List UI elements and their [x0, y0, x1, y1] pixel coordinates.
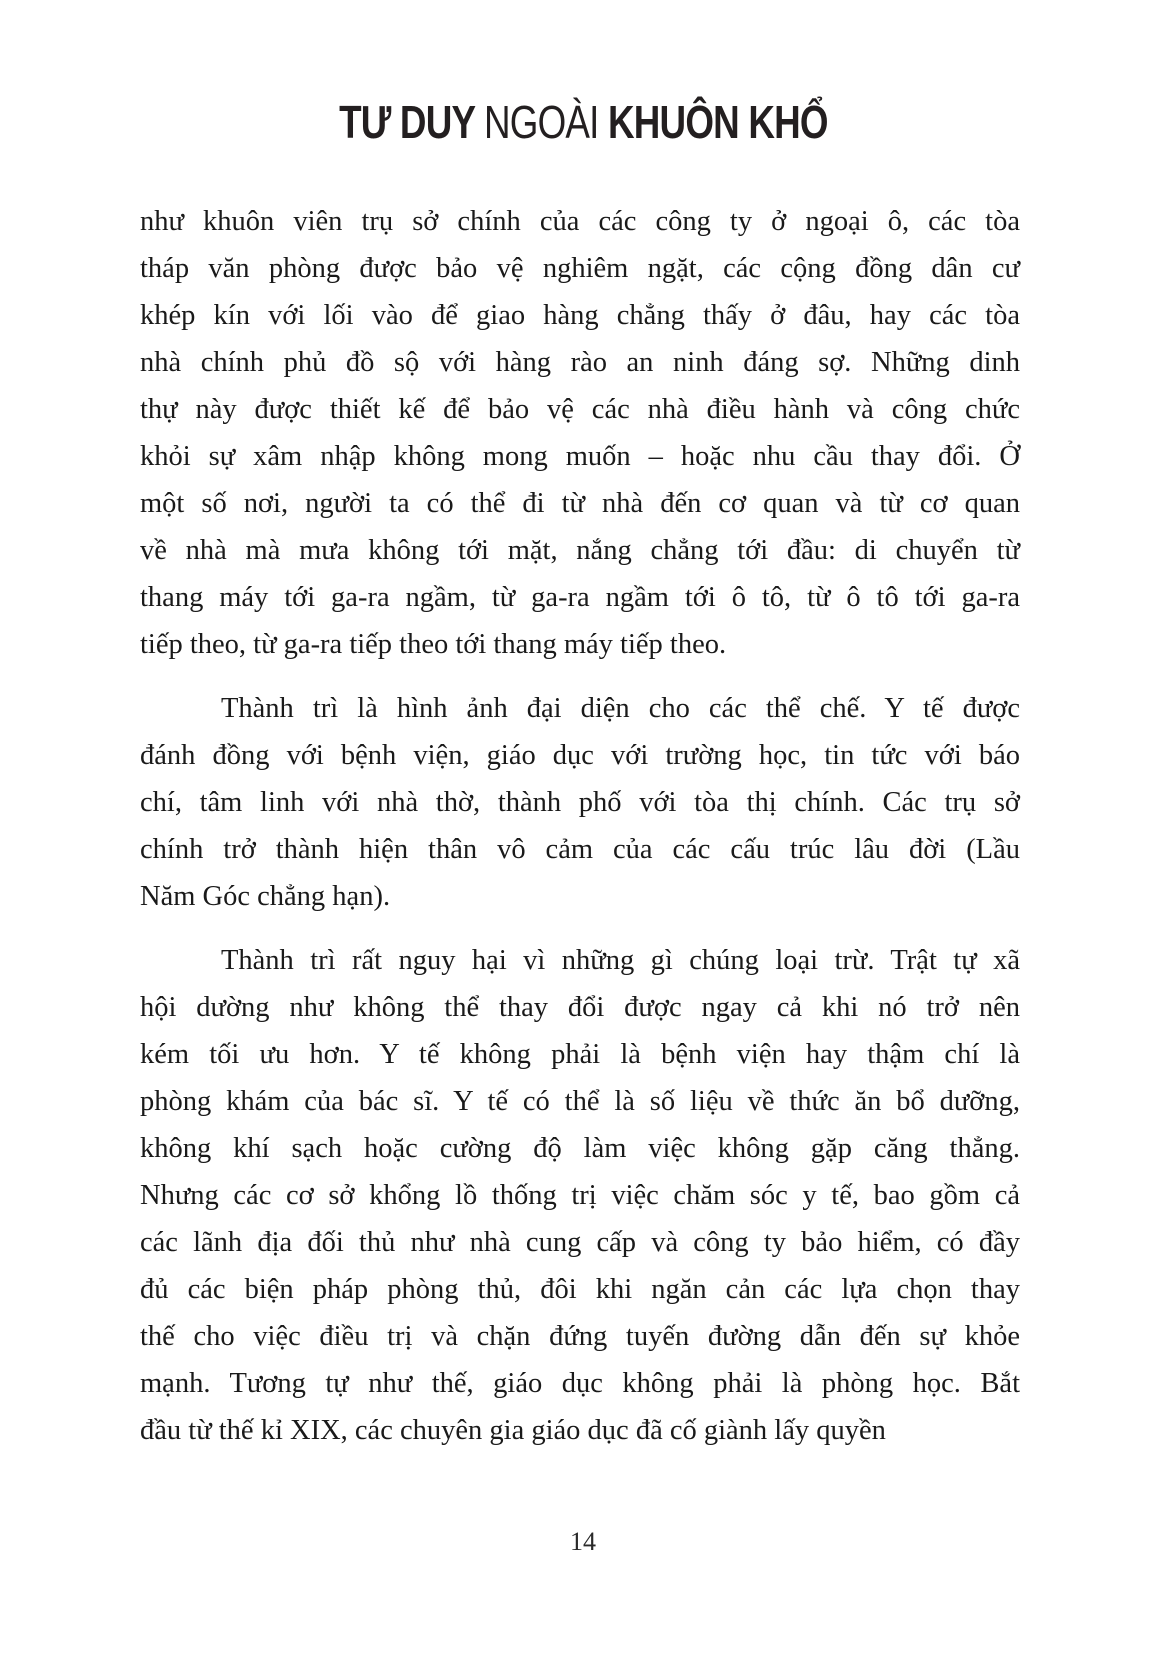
book-title-regular: NGOÀI [483, 96, 599, 148]
text-line: đủ các biện pháp phòng thủ, đôi khi ngăn cản các lựa chọn thay [140, 1274, 1020, 1305]
text-line: phòng khám của bác sĩ. Y tế có thể là số liệu về thức ăn bổ dưỡng, [140, 1086, 1020, 1117]
text-line: một số nơi, người ta có thể đi từ nhà đến cơ quan và từ cơ quan [140, 488, 1020, 519]
text-line: kém tối ưu hơn. Y tế không phải là bệnh viện hay thậm chí là [140, 1039, 1020, 1070]
text-line: Nhưng các cơ sở khổng lồ thống trị việc chăm sóc y tế, bao gồm cả [140, 1180, 1020, 1211]
text-line: thự này được thiết kế để bảo vệ các nhà điều hành và công chức [140, 394, 1020, 425]
text-line: Thành trì rất nguy hại vì những gì chúng loại trừ. Trật tự xã [221, 945, 1020, 976]
page-number: 14 [570, 1527, 596, 1556]
text-line: thế cho việc điều trị và chặn đứng tuyến đường dẫn đến sự khỏe [140, 1321, 1020, 1352]
text-line: Thành trì là hình ảnh đại diện cho các thể chế. Y tế được [221, 693, 1020, 724]
text-line: chí, tâm linh với nhà thờ, thành phố với tòa thị chính. Các trụ sở [140, 787, 1020, 818]
text-line: mạnh. Tương tự như thế, giáo dục không phải là phòng học. Bắt [140, 1368, 1020, 1399]
running-header [0, 0, 1166, 148]
text-line: tháp văn phòng được bảo vệ nghiêm ngặt, các cộng đồng dân cư [140, 253, 1020, 284]
text-line: tiếp theo, từ ga-ra tiếp theo tới thang máy tiếp theo. [140, 629, 727, 660]
paragraph [140, 937, 1020, 1454]
text-line: như khuôn viên trụ sở chính của các công ty ở ngoại ô, các tòa [140, 206, 1020, 237]
text-line: thang máy tới ga-ra ngầm, từ ga-ra ngầm tới ô tô, từ ô tô tới ga-ra [140, 582, 1020, 613]
text-line: chính trở thành hiện thân vô cảm của các cấu trúc lâu đời (Lầu [140, 834, 1020, 865]
text-line: khép kín với lối vào để giao hàng chẳng thấy ở đâu, hay các tòa [140, 300, 1020, 331]
text-line: Năm Góc chẳng hạn). [140, 881, 391, 912]
text-line: đánh đồng với bệnh viện, giáo dục với trường học, tin tức với báo [140, 740, 1020, 771]
book-title-bold-2: KHUÔN KHỔ [607, 96, 828, 148]
text-line: nhà chính phủ đồ sộ với hàng rào an ninh đáng sợ. Những dinh [140, 347, 1020, 378]
paragraph [140, 198, 1020, 668]
text-line: các lãnh địa đối thủ như nhà cung cấp và công ty bảo hiểm, có đầy [140, 1227, 1020, 1258]
text-line: khỏi sự xâm nhập không mong muốn – hoặc nhu cầu thay đổi. Ở [140, 441, 1020, 472]
book-title [339, 96, 828, 148]
book-title-bold-1: TƯ DUY [338, 96, 475, 148]
text-line: về nhà mà mưa không tới mặt, nắng chẳng tới đầu: di chuyển từ [140, 535, 1020, 566]
page-footer [0, 1527, 1166, 1557]
text-line: không khí sạch hoặc cường độ làm việc không gặp căng thẳng. [140, 1133, 1020, 1164]
text-line: đầu từ thế kỉ XIX, các chuyên gia giáo dục đã cố giành lấy quyền [140, 1415, 886, 1446]
text-block [140, 198, 1020, 1454]
paragraph [140, 685, 1020, 920]
text-line: hội dường như không thể thay đổi được ngay cả khi nó trở nên [140, 992, 1020, 1023]
